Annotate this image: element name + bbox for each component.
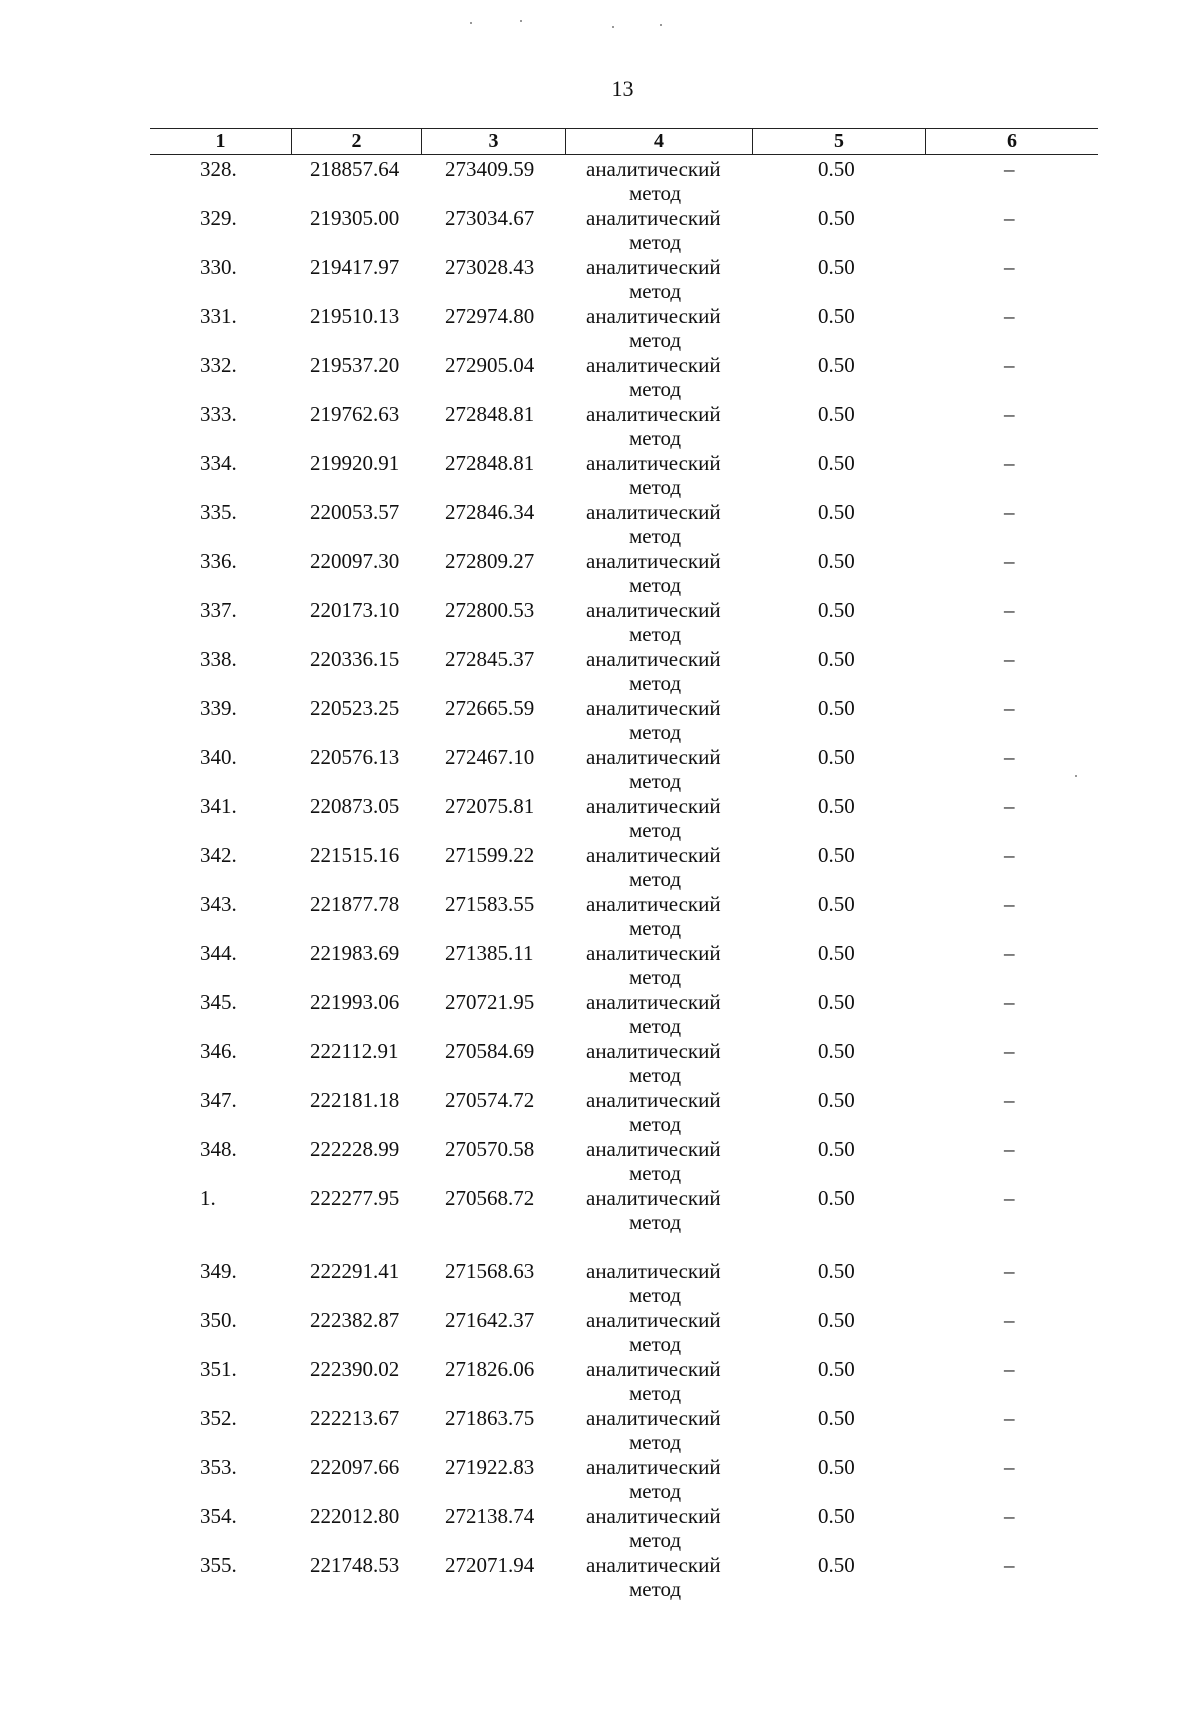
accuracy-value: 0.50 <box>818 451 855 475</box>
accuracy-value: 0.50 <box>818 696 855 720</box>
table-body <box>0 158 1200 1603</box>
x-coordinate: 220873.05 <box>310 794 400 818</box>
scan-speck <box>1075 775 1077 777</box>
point-number: 348. <box>200 1137 237 1161</box>
method-line-1: аналитический <box>586 696 721 720</box>
method-line-1: аналитический <box>586 647 721 671</box>
accuracy-value: 0.50 <box>818 255 855 279</box>
accuracy-value: 0.50 <box>818 1504 855 1528</box>
method-line-2: метод <box>629 328 682 352</box>
method-line-1: аналитический <box>586 843 721 867</box>
table-row <box>0 697 1200 746</box>
y-coordinate: 273028.43 <box>445 255 535 279</box>
point-number: 344. <box>200 941 237 965</box>
accuracy-value: 0.50 <box>818 941 855 965</box>
column-6-value: – <box>1004 794 1015 818</box>
method-line-1: аналитический <box>586 1455 721 1479</box>
column-6-value: – <box>1004 1553 1015 1577</box>
column-6-value: – <box>1004 1186 1015 1210</box>
scan-speck <box>470 22 472 24</box>
method-line-2: метод <box>629 1112 682 1136</box>
y-coordinate: 271599.22 <box>445 843 535 867</box>
column-6-value: – <box>1004 549 1015 573</box>
method-line-2: метод <box>629 1063 682 1087</box>
method-line-1: аналитический <box>586 598 721 622</box>
method-line-2: метод <box>629 769 682 793</box>
method-line-2: метод <box>629 426 682 450</box>
method-line-2: метод <box>629 1577 682 1601</box>
table-row <box>0 1138 1200 1187</box>
x-coordinate: 222012.80 <box>310 1504 400 1528</box>
table-row <box>0 1040 1200 1089</box>
method-line-1: аналитический <box>586 794 721 818</box>
method-line-1: аналитический <box>586 206 721 230</box>
point-number: 349. <box>200 1259 237 1283</box>
x-coordinate: 219510.13 <box>310 304 400 328</box>
y-coordinate: 272848.81 <box>445 451 535 475</box>
x-coordinate: 222390.02 <box>310 1357 400 1381</box>
point-number: 330. <box>200 255 237 279</box>
table-row <box>0 1554 1200 1603</box>
point-number: 347. <box>200 1088 237 1112</box>
y-coordinate: 271642.37 <box>445 1308 535 1332</box>
method-line-2: метод <box>629 181 682 205</box>
point-number: 328. <box>200 157 237 181</box>
y-coordinate: 272809.27 <box>445 549 535 573</box>
table-row <box>0 501 1200 550</box>
y-coordinate: 272845.37 <box>445 647 535 671</box>
table-row <box>0 648 1200 697</box>
point-number: 332. <box>200 353 237 377</box>
y-coordinate: 273034.67 <box>445 206 535 230</box>
y-coordinate: 272846.34 <box>445 500 535 524</box>
column-6-value: – <box>1004 255 1015 279</box>
table-row <box>0 452 1200 501</box>
x-coordinate: 220336.15 <box>310 647 400 671</box>
x-coordinate: 219537.20 <box>310 353 400 377</box>
accuracy-value: 0.50 <box>818 304 855 328</box>
method-line-1: аналитический <box>586 941 721 965</box>
x-coordinate: 222097.66 <box>310 1455 400 1479</box>
method-line-2: метод <box>629 622 682 646</box>
column-6-value: – <box>1004 304 1015 328</box>
accuracy-value: 0.50 <box>818 206 855 230</box>
method-line-2: метод <box>629 1332 682 1356</box>
scan-speck <box>612 26 614 28</box>
table-row <box>0 991 1200 1040</box>
method-line-2: метод <box>629 524 682 548</box>
point-number: 351. <box>200 1357 237 1381</box>
table-row <box>0 256 1200 305</box>
y-coordinate: 271863.75 <box>445 1406 535 1430</box>
column-header-2: 2 <box>292 129 422 154</box>
column-6-value: – <box>1004 647 1015 671</box>
table-row <box>0 893 1200 942</box>
x-coordinate: 221748.53 <box>310 1553 400 1577</box>
point-number: 334. <box>200 451 237 475</box>
accuracy-value: 0.50 <box>818 1088 855 1112</box>
x-coordinate: 219920.91 <box>310 451 400 475</box>
point-number: 343. <box>200 892 237 916</box>
column-6-value: – <box>1004 1039 1015 1063</box>
point-number: 355. <box>200 1553 237 1577</box>
column-6-value: – <box>1004 1504 1015 1528</box>
method-line-1: аналитический <box>586 451 721 475</box>
x-coordinate: 221877.78 <box>310 892 400 916</box>
method-line-1: аналитический <box>586 1553 721 1577</box>
x-coordinate: 220097.30 <box>310 549 400 573</box>
x-coordinate: 221983.69 <box>310 941 400 965</box>
table-row <box>0 1309 1200 1358</box>
column-header-6: 6 <box>1007 130 1017 152</box>
method-line-1: аналитический <box>586 1504 721 1528</box>
x-coordinate: 222213.67 <box>310 1406 400 1430</box>
x-coordinate: 222277.95 <box>310 1186 400 1210</box>
column-6-value: – <box>1004 1137 1015 1161</box>
method-line-1: аналитический <box>586 255 721 279</box>
column-6-value: – <box>1004 1088 1015 1112</box>
method-line-2: метод <box>629 573 682 597</box>
method-line-2: метод <box>629 1528 682 1552</box>
column-6-value: – <box>1004 892 1015 916</box>
column-header-1: 1 <box>150 129 292 154</box>
y-coordinate: 271583.55 <box>445 892 535 916</box>
accuracy-value: 0.50 <box>818 843 855 867</box>
method-line-1: аналитический <box>586 500 721 524</box>
x-coordinate: 219417.97 <box>310 255 400 279</box>
accuracy-value: 0.50 <box>818 549 855 573</box>
method-line-2: метод <box>629 1161 682 1185</box>
method-line-2: метод <box>629 1014 682 1038</box>
column-6-value: – <box>1004 402 1015 426</box>
y-coordinate: 272071.94 <box>445 1553 535 1577</box>
column-6-value: – <box>1004 745 1015 769</box>
method-line-1: аналитический <box>586 1406 721 1430</box>
method-line-2: метод <box>629 671 682 695</box>
x-coordinate: 222291.41 <box>310 1259 400 1283</box>
column-6-value: – <box>1004 206 1015 230</box>
y-coordinate: 272800.53 <box>445 598 535 622</box>
x-coordinate: 222382.87 <box>310 1308 400 1332</box>
column-6-value: – <box>1004 451 1015 475</box>
table-row <box>0 844 1200 893</box>
x-coordinate: 218857.64 <box>310 157 400 181</box>
table-row <box>0 550 1200 599</box>
table-row <box>0 942 1200 991</box>
x-coordinate: 222228.99 <box>310 1137 400 1161</box>
point-number: 341. <box>200 794 237 818</box>
accuracy-value: 0.50 <box>818 1186 855 1210</box>
y-coordinate: 271568.63 <box>445 1259 535 1283</box>
method-line-2: метод <box>629 818 682 842</box>
column-header-3: 3 <box>422 129 566 154</box>
y-coordinate: 270584.69 <box>445 1039 535 1063</box>
point-number: 340. <box>200 745 237 769</box>
scan-speck <box>660 24 662 26</box>
method-line-1: аналитический <box>586 1357 721 1381</box>
column-6-value: – <box>1004 353 1015 377</box>
method-line-1: аналитический <box>586 402 721 426</box>
table-row <box>0 1456 1200 1505</box>
method-line-1: аналитический <box>586 157 721 181</box>
column-6-value: – <box>1004 843 1015 867</box>
y-coordinate: 272075.81 <box>445 794 535 818</box>
point-number: 337. <box>200 598 237 622</box>
x-coordinate: 221993.06 <box>310 990 400 1014</box>
method-line-1: аналитический <box>586 1308 721 1332</box>
y-coordinate: 271826.06 <box>445 1357 535 1381</box>
y-coordinate: 270570.58 <box>445 1137 535 1161</box>
y-coordinate: 272974.80 <box>445 304 535 328</box>
point-number: 335. <box>200 500 237 524</box>
method-line-2: метод <box>629 1381 682 1405</box>
x-coordinate: 220173.10 <box>310 598 400 622</box>
x-coordinate: 219305.00 <box>310 206 400 230</box>
accuracy-value: 0.50 <box>818 598 855 622</box>
point-number: 352. <box>200 1406 237 1430</box>
table-row <box>0 1505 1200 1554</box>
column-6-value: – <box>1004 941 1015 965</box>
accuracy-value: 0.50 <box>818 892 855 916</box>
x-coordinate: 220576.13 <box>310 745 400 769</box>
column-6-value: – <box>1004 1308 1015 1332</box>
point-number: 346. <box>200 1039 237 1063</box>
point-number: 331. <box>200 304 237 328</box>
point-number: 1. <box>200 1186 216 1210</box>
y-coordinate: 272848.81 <box>445 402 535 426</box>
column-header-5: 5 <box>753 129 926 154</box>
method-line-1: аналитический <box>586 1186 721 1210</box>
y-coordinate: 271922.83 <box>445 1455 535 1479</box>
column-6-value: – <box>1004 157 1015 181</box>
column-6-value: – <box>1004 1455 1015 1479</box>
table-row <box>0 354 1200 403</box>
accuracy-value: 0.50 <box>818 1406 855 1430</box>
point-number: 329. <box>200 206 237 230</box>
accuracy-value: 0.50 <box>818 1357 855 1381</box>
table-row <box>0 1187 1200 1260</box>
point-number: 338. <box>200 647 237 671</box>
accuracy-value: 0.50 <box>818 1137 855 1161</box>
table-row <box>0 1358 1200 1407</box>
point-number: 333. <box>200 402 237 426</box>
accuracy-value: 0.50 <box>818 500 855 524</box>
y-coordinate: 272665.59 <box>445 696 535 720</box>
accuracy-value: 0.50 <box>818 1308 855 1332</box>
table-header <box>150 128 1098 155</box>
method-line-2: метод <box>629 1430 682 1454</box>
table-row <box>0 1260 1200 1309</box>
y-coordinate: 272467.10 <box>445 745 535 769</box>
method-line-1: аналитический <box>586 892 721 916</box>
accuracy-value: 0.50 <box>818 745 855 769</box>
y-coordinate: 273409.59 <box>445 157 535 181</box>
y-coordinate: 270721.95 <box>445 990 535 1014</box>
accuracy-value: 0.50 <box>818 647 855 671</box>
method-line-1: аналитический <box>586 353 721 377</box>
x-coordinate: 220523.25 <box>310 696 400 720</box>
y-coordinate: 270568.72 <box>445 1186 535 1210</box>
y-coordinate: 270574.72 <box>445 1088 535 1112</box>
column-6-value: – <box>1004 696 1015 720</box>
column-6-value: – <box>1004 1357 1015 1381</box>
accuracy-value: 0.50 <box>818 990 855 1014</box>
point-number: 342. <box>200 843 237 867</box>
y-coordinate: 272905.04 <box>445 353 535 377</box>
method-line-1: аналитический <box>586 1088 721 1112</box>
point-number: 350. <box>200 1308 237 1332</box>
method-line-1: аналитический <box>586 745 721 769</box>
method-line-2: метод <box>629 867 682 891</box>
method-line-2: метод <box>629 965 682 989</box>
point-number: 354. <box>200 1504 237 1528</box>
method-line-1: аналитический <box>586 1137 721 1161</box>
x-coordinate: 221515.16 <box>310 843 400 867</box>
method-line-1: аналитический <box>586 990 721 1014</box>
column-header-4: 4 <box>566 129 753 154</box>
x-coordinate: 219762.63 <box>310 402 400 426</box>
table-row <box>0 599 1200 648</box>
method-line-2: метод <box>629 279 682 303</box>
accuracy-value: 0.50 <box>818 1259 855 1283</box>
method-line-2: метод <box>629 475 682 499</box>
column-6-value: – <box>1004 990 1015 1014</box>
x-coordinate: 222112.91 <box>310 1039 399 1063</box>
method-line-1: аналитический <box>586 549 721 573</box>
point-number: 336. <box>200 549 237 573</box>
method-line-2: метод <box>629 916 682 940</box>
accuracy-value: 0.50 <box>818 157 855 181</box>
x-coordinate: 222181.18 <box>310 1088 400 1112</box>
y-coordinate: 272138.74 <box>445 1504 535 1528</box>
scan-speck <box>520 20 522 22</box>
point-number: 345. <box>200 990 237 1014</box>
point-number: 353. <box>200 1455 237 1479</box>
accuracy-value: 0.50 <box>818 1039 855 1063</box>
method-line-2: метод <box>629 720 682 744</box>
method-line-2: метод <box>629 1479 682 1503</box>
method-line-2: метод <box>629 230 682 254</box>
page-number: 13 <box>611 76 634 101</box>
method-line-1: аналитический <box>586 1039 721 1063</box>
table-row <box>0 305 1200 354</box>
table-row <box>0 207 1200 256</box>
accuracy-value: 0.50 <box>818 402 855 426</box>
method-line-2: метод <box>629 1283 682 1307</box>
column-6-value: – <box>1004 1406 1015 1430</box>
table-row <box>0 1089 1200 1138</box>
table-row <box>0 795 1200 844</box>
table-row <box>0 158 1200 207</box>
method-line-1: аналитический <box>586 304 721 328</box>
x-coordinate: 220053.57 <box>310 500 400 524</box>
accuracy-value: 0.50 <box>818 1455 855 1479</box>
table-row <box>0 746 1200 795</box>
accuracy-value: 0.50 <box>818 794 855 818</box>
y-coordinate: 271385.11 <box>445 941 534 965</box>
method-line-2: метод <box>629 377 682 401</box>
column-6-value: – <box>1004 1259 1015 1283</box>
table-row <box>0 403 1200 452</box>
method-line-1: аналитический <box>586 1259 721 1283</box>
accuracy-value: 0.50 <box>818 1553 855 1577</box>
point-number: 339. <box>200 696 237 720</box>
column-6-value: – <box>1004 598 1015 622</box>
accuracy-value: 0.50 <box>818 353 855 377</box>
method-line-2: метод <box>629 1210 682 1234</box>
table-row <box>0 1407 1200 1456</box>
column-6-value: – <box>1004 500 1015 524</box>
